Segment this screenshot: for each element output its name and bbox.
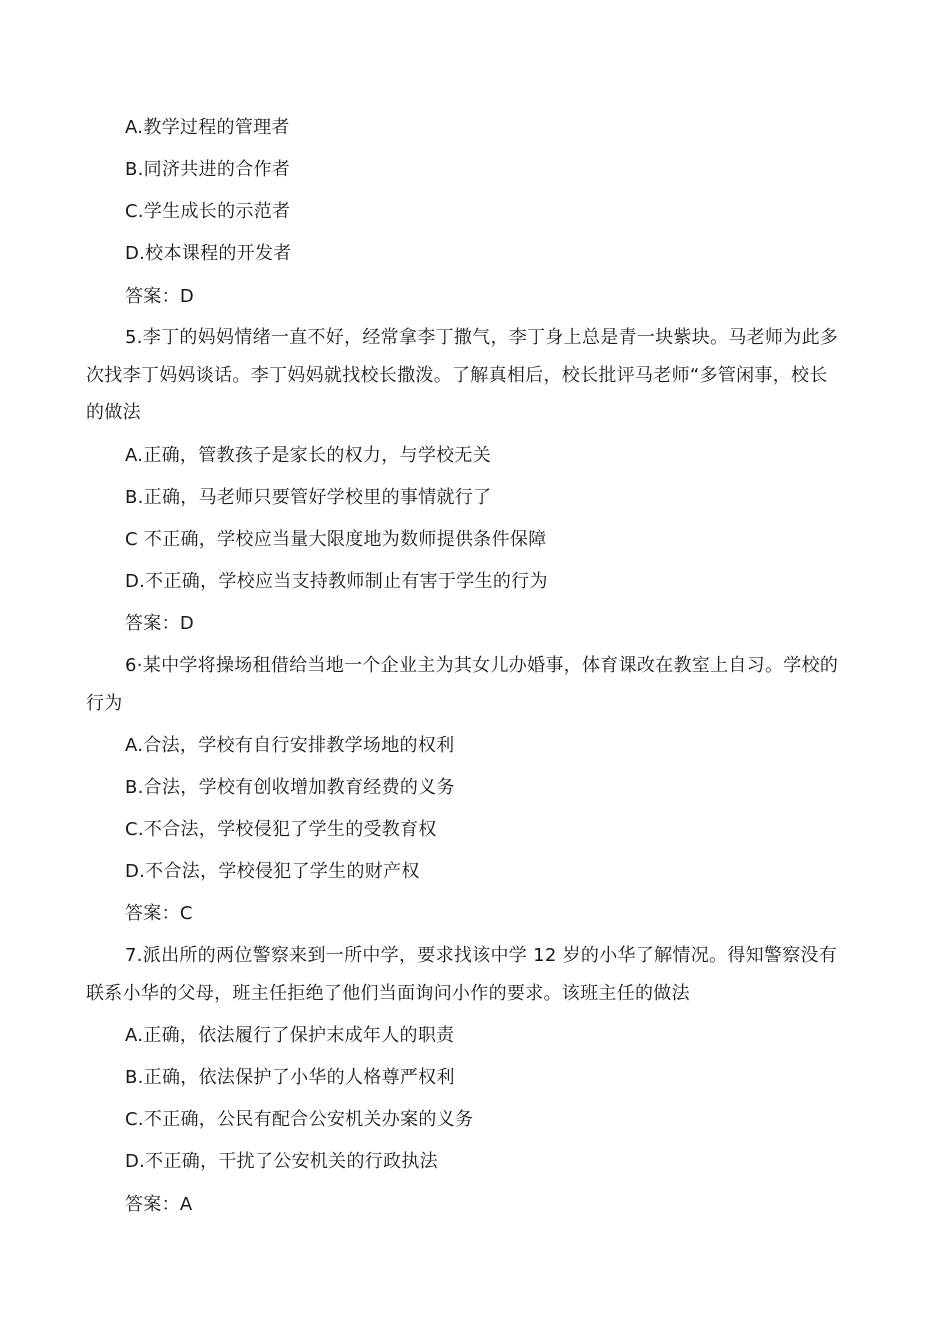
q5-answer: 答案：D — [125, 613, 195, 634]
q4-option-a: A.教学过程的管理者 — [125, 117, 290, 138]
q5-option-a: A.正确，管教孩子是家长的权力，与学校无关 — [125, 445, 492, 466]
q6-option-c: C.不合法，学校侵犯了学生的受教育权 — [125, 819, 437, 840]
q6-option-a: A.合法，学校有自行安排教学场地的权利 — [125, 735, 455, 756]
q7-option-c: C.不正确，公民有配合公安机关办案的义务 — [125, 1109, 474, 1130]
q5-option-c: C 不正确，学校应当量大限度地为数师提供条件保障 — [125, 529, 547, 550]
q7-stem-line-1: 7.派出所的两位警察来到一所中学，要求找该中学 12 岁的小华了解情况。得知警察没有 — [125, 945, 838, 966]
q7-option-d: D.不正确，干扰了公安机关的行政执法 — [125, 1151, 438, 1172]
q5-stem-line-1: 5.李丁的妈妈情绪一直不好，经常拿李丁撒气，李丁身上总是青一块紫块。马老师为此多 — [125, 327, 839, 348]
q7-answer: 答案：A — [125, 1194, 193, 1215]
q5-stem-line-3: 的做法 — [86, 402, 141, 423]
q7-option-a: A.正确，依法履行了保护末成年人的职责 — [125, 1025, 455, 1046]
q6-stem-line-2: 行为 — [86, 693, 123, 714]
q6-stem-line-1: 6·某中学将操场租借给当地一个企业主为其女儿办婚事，体育课改在教室上自习。学校的 — [125, 655, 839, 676]
q5-stem-line-2: 次找李丁妈妈谈话。李丁妈妈就找校长撒泼。了解真相后，校长批评马老师“多管闲事，校长 — [86, 365, 828, 386]
q7-option-b: B.正确，依法保护了小华的人格尊严权利 — [125, 1067, 455, 1088]
q4-option-d: D.校本课程的开发者 — [125, 243, 292, 264]
q5-option-d: D.不正确，学校应当支持教师制止有害于学生的行为 — [125, 571, 548, 592]
q4-answer: 答案：D — [125, 286, 195, 307]
q6-answer: 答案：C — [125, 903, 193, 924]
q6-option-b: B.合法，学校有创收增加教育经费的义务 — [125, 777, 455, 798]
q5-option-b: B.正确，马老师只要管好学校里的事情就行了 — [125, 487, 492, 508]
q6-option-d: D.不合法，学校侵犯了学生的财产权 — [125, 861, 420, 882]
q4-option-c: C.学生成长的示范者 — [125, 201, 291, 222]
q4-option-b: B.同济共进的合作者 — [125, 159, 291, 180]
q7-stem-line-2: 联系小华的父母，班主任拒绝了他们当面询问小作的要求。该班主任的做法 — [86, 983, 690, 1004]
